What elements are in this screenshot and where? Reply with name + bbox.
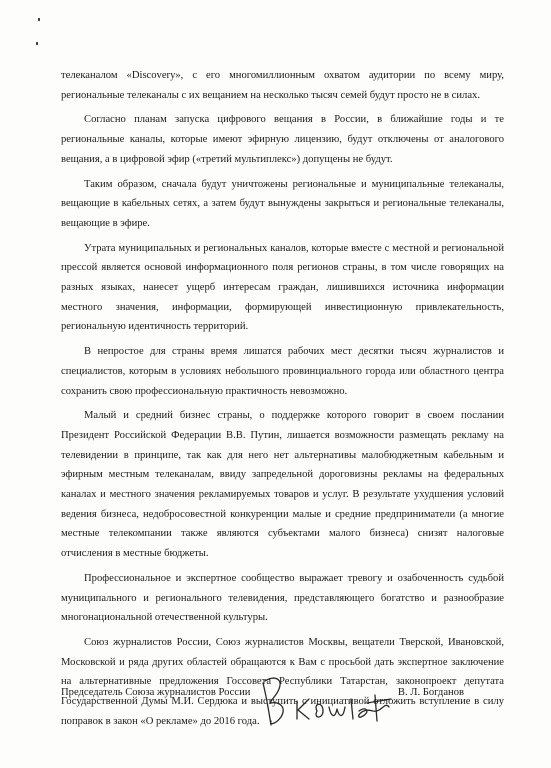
scan-mark: [36, 42, 38, 45]
paragraph: Таким образом, сначала будут уничтожены региональные и муниципальные телеканалы, вещающие в кабельных сетях, а затем будут вынуждены закрыться и региональные телеканалы, вещающие в эфире.: [61, 178, 504, 229]
paragraph: Профессиональное и экспертное сообщество выражает тревогу и озабоченность судьбой муниципального и регионального телевидения, представляющего богатство и разнообразие многонациональной отечественной культуры.: [61, 572, 504, 624]
paragraph: Союз журналистов России, Союз журналистов Москвы, вещатели Тверской, Ивановской, Московской и ряда других областей обращаются к Вам с просьбой дать экспертное заключение на альтернативные предложения Госсовета Республики Татарстан, законопроект депутата Государственной Думы М.И. Сердюка и выступить с инициативой отложить вступление в силу поправок в закон «О рекламе» до 2016 года.: [61, 636, 504, 727]
paragraph: В непростое для страны время лишатся рабочих мест десятки тысяч журналистов и специалистов, которым в условиях небольшого провинциального города или областного центра сохранить свою профессиональную практичность невозможно.: [61, 346, 504, 397]
letter-body: [61, 66, 504, 737]
signature-block: [61, 683, 504, 733]
signer-title: Председатель Союза журналистов России: [61, 687, 251, 698]
paragraph: Малый и средний бизнес страны, о поддержке которого говорит в своем послании Президент Российской Федерации В.В. Путин, лишается возможности размещать рекламу на телевидении в принципе, так как для него нет альтернативы малобюджетным кабельным и эфирным местным телеканалам, ввиду запредельной дороговизны рекламы на федеральных каналах и местного значения рекламируемых товаров и услуг. В результате ухудшения условий ведения бизнеса, недобросовестной конкуренции малые и средние предприниматели (а многие местные телекомпании также являются субъектами малого бизнеса) снизят налоговые отчисления в местные бюджеты.: [61, 410, 504, 560]
scan-mark: [38, 18, 40, 21]
paragraph: Согласно планам запуска цифрового вещания в России, в ближайшие годы и те региональные каналы, которые имеют эфирную лицензию, будут отключены от аналогового вещания, а в цифровой эфир («третий мультиплекс») допущены не будут.: [61, 114, 504, 165]
handwritten-signature: [257, 671, 407, 729]
paragraph: телеканалом «Discovery», с его многомиллионным охватом аудитории по всему миру, региональные телеканалы с их вещанием на несколько тысяч семей будут просто не в силах.: [61, 70, 504, 101]
paragraph: Утрата муниципальных и региональных каналов, которые вместе с местной и региональной прессой является основой информационного поля регионов страны, в том числе говорящих на разных языках, нанесет ущерб интересам граждан, лишившихся источника информации местного значения, информации, формирующей инвестиционную привлекательность, региональную идентичность территорий.: [61, 242, 504, 333]
signer-name: В. Л. Богданов: [397, 687, 464, 698]
